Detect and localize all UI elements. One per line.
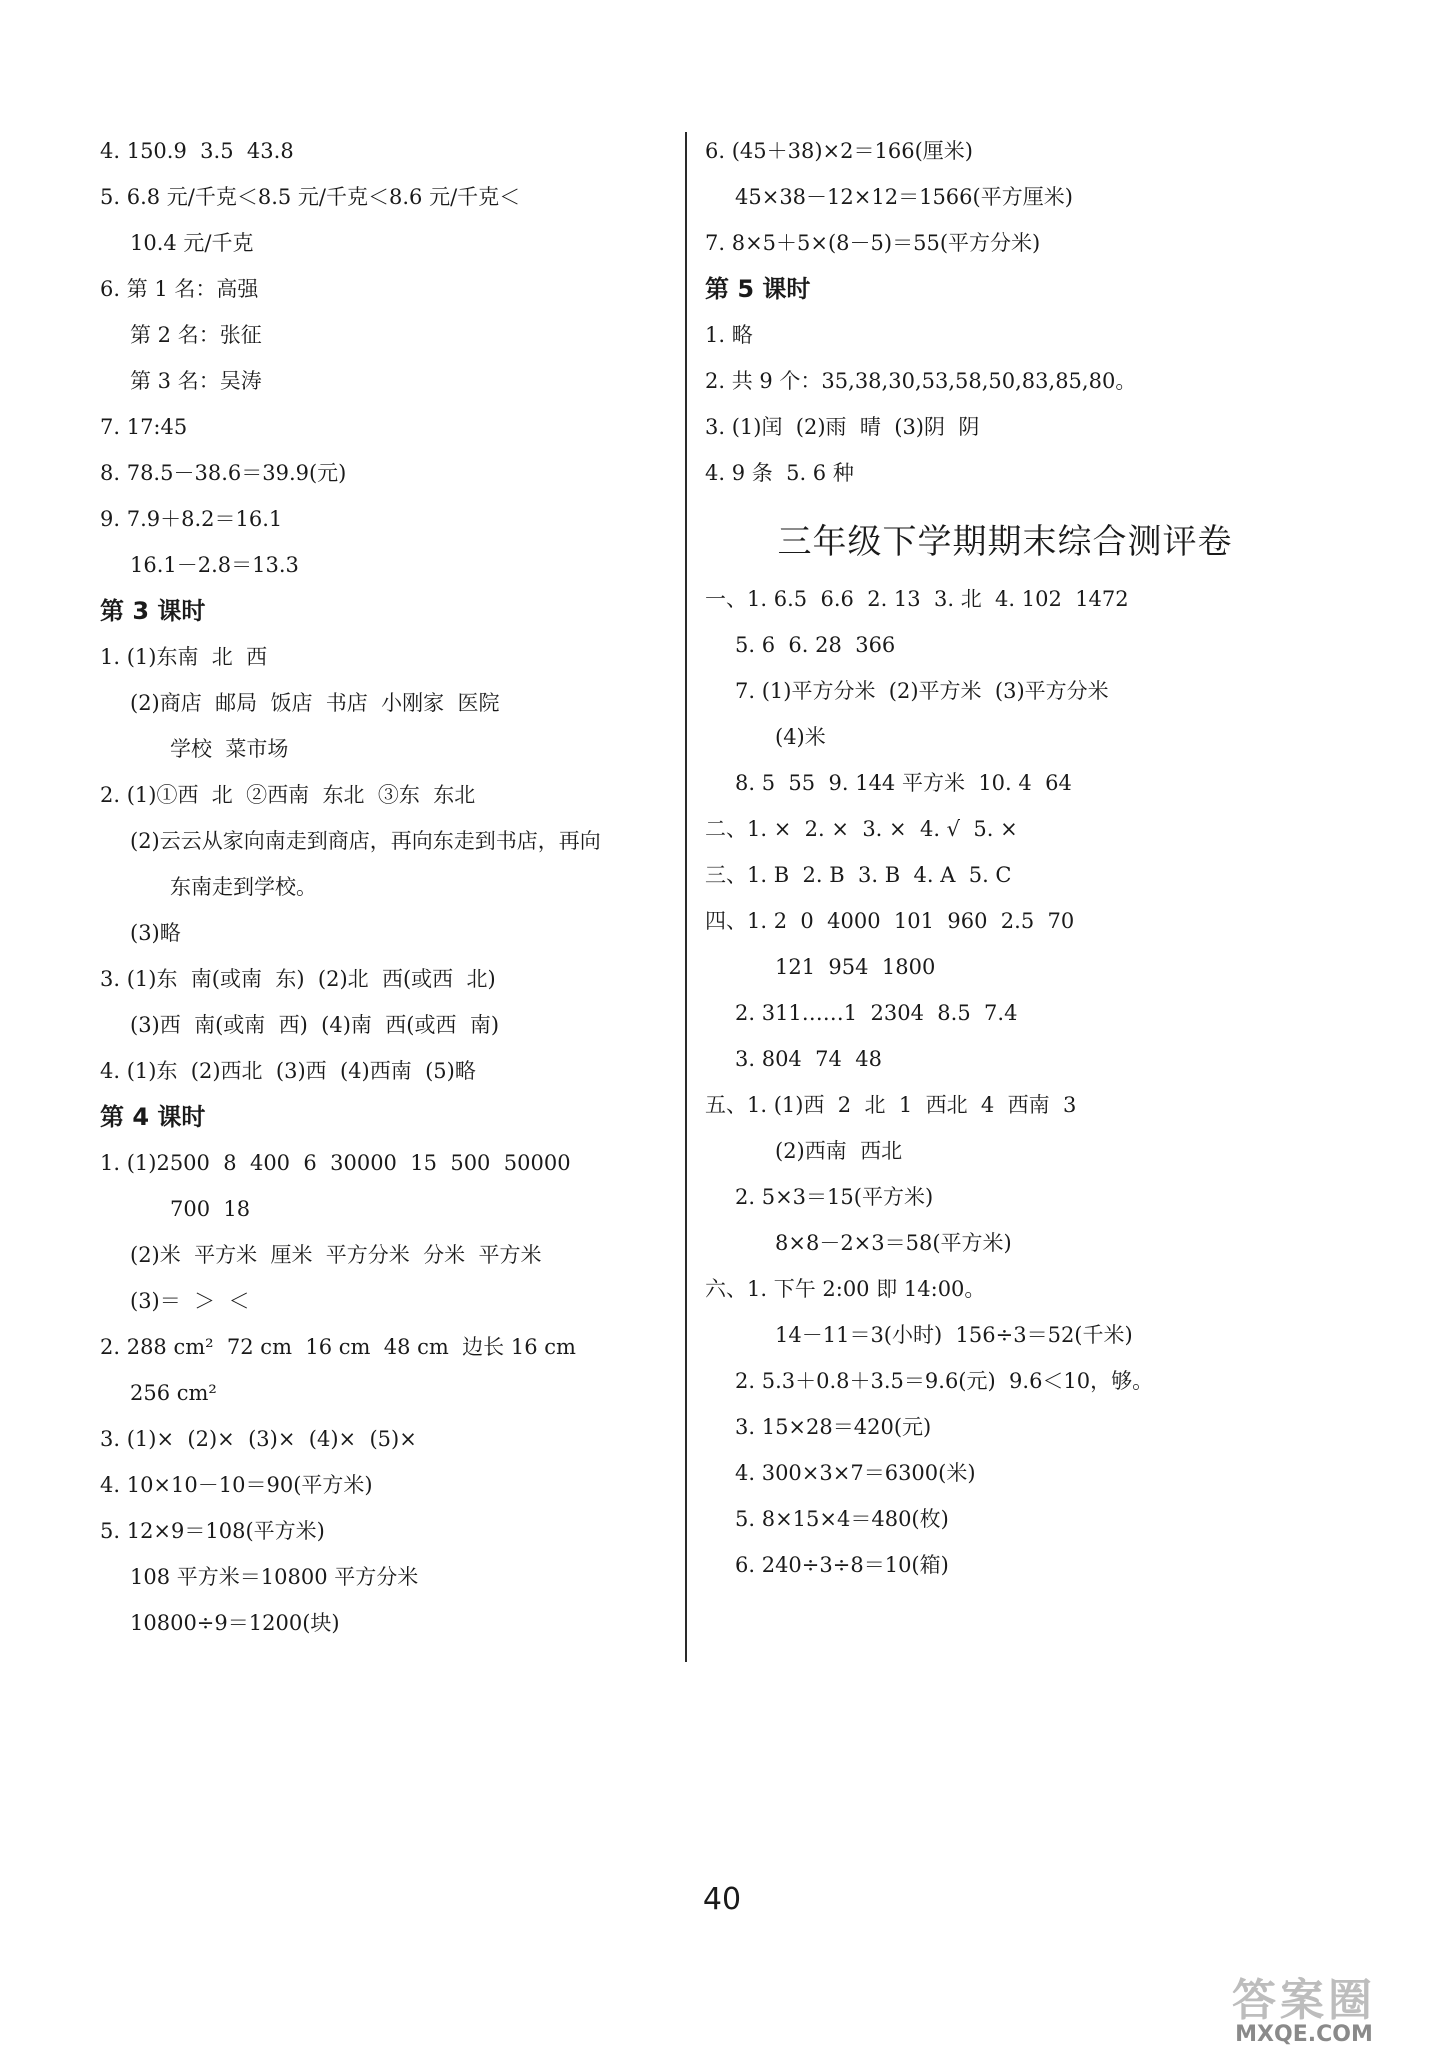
answer-line: 16.1－2.8＝13.3 bbox=[130, 553, 299, 577]
left-column bbox=[100, 128, 670, 1646]
answer-line: (3)＝ ＞ ＜ bbox=[130, 1289, 250, 1313]
right-column bbox=[705, 128, 1305, 1588]
answer-line: 14－11＝3(小时) 156÷3＝52(千米) bbox=[775, 1323, 1133, 1347]
answer-line: 4. 9 条 5. 6 种 bbox=[705, 461, 854, 485]
section-heading: 第 4 课时 bbox=[100, 1103, 206, 1131]
answer-line: 2. 5.3＋0.8＋3.5＝9.6(元) 9.6＜10，够。 bbox=[735, 1369, 1154, 1393]
answer-line: 10.4 元/千克 bbox=[130, 231, 254, 255]
answer-line: 1. (1)2500 8 400 6 30000 15 500 50000 bbox=[100, 1151, 571, 1175]
answer-line: 7. 17:45 bbox=[100, 415, 188, 439]
answer-line: 6. 240÷3÷8＝10(箱) bbox=[735, 1553, 949, 1577]
answer-line: 10800÷9＝1200(块) bbox=[130, 1611, 340, 1635]
answer-line: 108 平方米＝10800 平方分米 bbox=[130, 1565, 419, 1589]
answer-line: 8×8－2×3＝58(平方米) bbox=[775, 1231, 1012, 1255]
watermark-url: MXQE.COM bbox=[1235, 2022, 1373, 2047]
answer-line: 9. 7.9＋8.2＝16.1 bbox=[100, 507, 283, 531]
answer-line: 二、1. × 2. × 3. × 4. √ 5. × bbox=[705, 817, 1018, 841]
answer-line: 700 18 bbox=[170, 1197, 251, 1221]
answer-line: 5. 6.8 元/千克＜8.5 元/千克＜8.6 元/千克＜ bbox=[100, 185, 521, 209]
answer-line: 3. (1)闰 (2)雨 晴 (3)阴 阴 bbox=[705, 415, 980, 439]
answer-line: 7. (1)平方分米 (2)平方米 (3)平方分米 bbox=[735, 679, 1109, 703]
watermark-logo bbox=[1184, 1964, 1424, 2054]
answer-line: 121 954 1800 bbox=[775, 955, 936, 979]
watermark-text: 答案圈 bbox=[1232, 1975, 1376, 2026]
answer-line: 第 2 名：张征 bbox=[130, 323, 262, 347]
answer-line: 学校 菜市场 bbox=[170, 737, 289, 761]
answer-line: 6. (45＋38)×2＝166(厘米) bbox=[705, 139, 973, 163]
answer-line: 256 cm² bbox=[130, 1381, 217, 1405]
answer-line: 5. 12×9＝108(平方米) bbox=[100, 1519, 325, 1543]
section-heading: 第 5 课时 bbox=[705, 275, 811, 303]
answer-line: 2. 288 cm² 72 cm 16 cm 48 cm 边长 16 cm bbox=[100, 1335, 576, 1359]
answer-line: (2)商店 邮局 饭店 书店 小刚家 医院 bbox=[130, 691, 500, 715]
answer-line: 四、1. 2 0 4000 101 960 2.5 70 bbox=[705, 909, 1075, 933]
answer-line: 3. 15×28＝420(元) bbox=[735, 1415, 932, 1439]
answer-line: 3. (1)东 南(或南 东) (2)北 西(或西 北) bbox=[100, 967, 496, 991]
answer-line: 六、1. 下午 2:00 即 14:00。 bbox=[705, 1277, 986, 1301]
answer-line: 2. 5×3＝15(平方米) bbox=[735, 1185, 934, 1209]
column-divider bbox=[685, 132, 687, 1662]
answer-line: 7. 8×5＋5×(8－5)＝55(平方分米) bbox=[705, 231, 1041, 255]
answer-line: 45×38－12×12＝1566(平方厘米) bbox=[735, 185, 1073, 209]
answer-line: 2. 共 9 个：35,38,30,53,58,50,83,85,80。 bbox=[705, 369, 1137, 393]
answer-line: 8. 5 55 9. 144 平方米 10. 4 64 bbox=[735, 771, 1072, 795]
answer-line: 东南走到学校。 bbox=[170, 875, 317, 899]
answer-line: 4. 10×10－10＝90(平方米) bbox=[100, 1473, 373, 1497]
answer-line: 3. 804 74 48 bbox=[735, 1047, 882, 1071]
answer-line: (2)云云从家向南走到商店，再向东走到书店，再向 bbox=[130, 829, 601, 853]
answer-line: 4. 300×3×7＝6300(米) bbox=[735, 1461, 976, 1485]
answer-line: 3. (1)× (2)× (3)× (4)× (5)× bbox=[100, 1427, 417, 1451]
answer-line: 5. 8×15×4＝480(枚) bbox=[735, 1507, 949, 1531]
answer-line: 6. 第 1 名：高强 bbox=[100, 277, 259, 301]
exam-title: 三年级下学期期末综合测评卷 bbox=[777, 522, 1233, 562]
answer-line: 2. (1)①西 北 ②西南 东北 ③东 东北 bbox=[100, 783, 476, 807]
answer-line: 8. 78.5－38.6＝39.9(元) bbox=[100, 461, 347, 485]
section-heading: 第 3 课时 bbox=[100, 597, 206, 625]
answer-line: 4. (1)东 (2)西北 (3)西 (4)西南 (5)略 bbox=[100, 1059, 476, 1083]
answer-line: (2)西南 西北 bbox=[775, 1139, 903, 1163]
answer-line: 五、1. (1)西 2 北 1 西北 4 西南 3 bbox=[705, 1093, 1077, 1117]
answer-line: 5. 6 6. 28 366 bbox=[735, 633, 896, 657]
answer-line: (3)西 南(或南 西) (4)南 西(或西 南) bbox=[130, 1013, 500, 1037]
answer-line: 1. (1)东南 北 西 bbox=[100, 645, 268, 669]
answer-line: (2)米 平方米 厘米 平方分米 分米 平方米 bbox=[130, 1243, 542, 1267]
answer-line: 2. 311……1 2304 8.5 7.4 bbox=[735, 1001, 1018, 1025]
answer-line: 一、1. 6.5 6.6 2. 13 3. 北 4. 102 1472 bbox=[705, 587, 1129, 611]
answer-line: 三、1. B 2. B 3. B 4. A 5. C bbox=[705, 863, 1012, 887]
answer-line: 第 3 名：吴涛 bbox=[130, 369, 262, 393]
page-number: 40 bbox=[702, 1882, 742, 1917]
answer-line: 1. 略 bbox=[705, 323, 753, 347]
answer-line: (3)略 bbox=[130, 921, 181, 945]
answer-line: 4. 150.9 3.5 43.8 bbox=[100, 139, 294, 163]
answer-line: (4)米 bbox=[775, 725, 826, 749]
